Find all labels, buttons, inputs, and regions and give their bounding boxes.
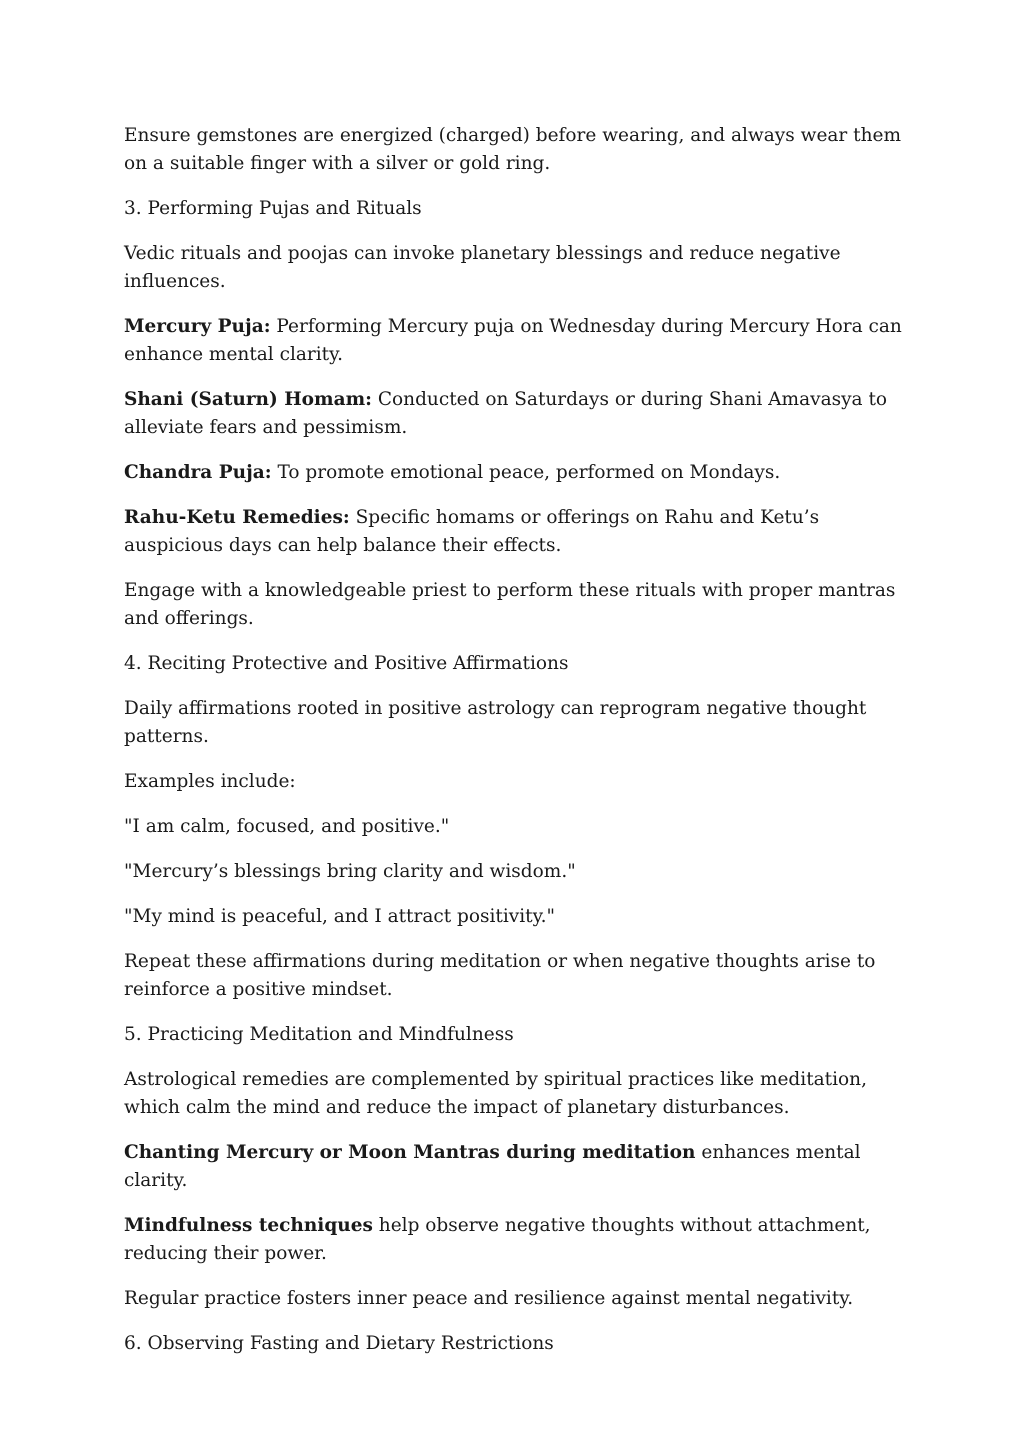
item-chanting-label: Chanting Mercury or Moon Mantras during meditation bbox=[124, 1142, 696, 1163]
paragraph-repeat-affirmations: Repeat these affirmations during meditation or when negative thoughts arise to reinforce a positive mindset. bbox=[124, 951, 876, 1000]
item-chandra-puja-text: To promote emotional peace, performed on Mondays. bbox=[271, 462, 781, 483]
paragraph-pujas-intro: Vedic rituals and poojas can invoke planetary blessings and reduce negative influences. bbox=[124, 243, 841, 292]
section-heading-fasting: 6. Observing Fasting and Dietary Restrictions bbox=[124, 1333, 554, 1354]
item-mercury-puja-text: Performing Mercury puja on Wednesday during Mercury Hora can enhance mental clarity. bbox=[124, 316, 902, 365]
paragraph-regular-practice: Regular practice fosters inner peace and resilience against mental negativity. bbox=[124, 1288, 854, 1309]
item-rahu-ketu-text: Specific homams or offerings on Rahu and Ketu’s auspicious days can help balance their effects. bbox=[124, 507, 820, 556]
paragraph-priest-note: Engage with a knowledgeable priest to perform these rituals with proper mantras and offerings. bbox=[124, 580, 896, 629]
item-mercury-puja bbox=[124, 313, 904, 369]
paragraph-meditation-intro: Astrological remedies are complemented by spiritual practices like meditation, which calm the mind and reduce the impact of planetary disturbances. bbox=[124, 1069, 867, 1118]
document-page bbox=[124, 122, 904, 1375]
paragraph-examples-label: Examples include: bbox=[124, 771, 296, 792]
item-mercury-puja-label: Mercury Puja: bbox=[124, 316, 271, 337]
affirmation-quote-1: "I am calm, focused, and positive." bbox=[124, 816, 450, 837]
paragraph-affirmations-intro: Daily affirmations rooted in positive astrology can reprogram negative thought patterns. bbox=[124, 698, 867, 747]
item-chandra-puja-label: Chandra Puja: bbox=[124, 462, 272, 483]
section-heading-affirmations: 4. Reciting Protective and Positive Affirmations bbox=[124, 653, 569, 674]
item-mindfulness-techniques bbox=[124, 1212, 904, 1268]
paragraph-gemstone-note: Ensure gemstones are energized (charged) before wearing, and always wear them on a suitable finger with a silver or gold ring. bbox=[124, 125, 901, 174]
affirmation-quote-2: "Mercury’s blessings bring clarity and wisdom." bbox=[124, 861, 576, 882]
affirmation-quote-3: "My mind is peaceful, and I attract positivity." bbox=[124, 906, 555, 927]
item-shani-homam bbox=[124, 386, 904, 442]
item-chanting-text: enhances mental clarity. bbox=[124, 1142, 861, 1191]
item-chandra-puja bbox=[124, 459, 904, 487]
item-shani-homam-label: Shani (Saturn) Homam: bbox=[124, 389, 372, 410]
item-mindfulness-label: Mindfulness techniques bbox=[124, 1215, 373, 1236]
item-shani-homam-text: Conducted on Saturdays or during Shani Amavasya to alleviate fears and pessimism. bbox=[124, 389, 888, 438]
section-heading-pujas: 3. Performing Pujas and Rituals bbox=[124, 198, 422, 219]
item-chanting-mantras bbox=[124, 1139, 904, 1195]
item-mindfulness-text: help observe negative thoughts without attachment, reducing their power. bbox=[124, 1215, 871, 1264]
item-rahu-ketu-remedies bbox=[124, 504, 904, 560]
section-heading-meditation: 5. Practicing Meditation and Mindfulness bbox=[124, 1024, 514, 1045]
item-rahu-ketu-label: Rahu-Ketu Remedies: bbox=[124, 507, 350, 528]
